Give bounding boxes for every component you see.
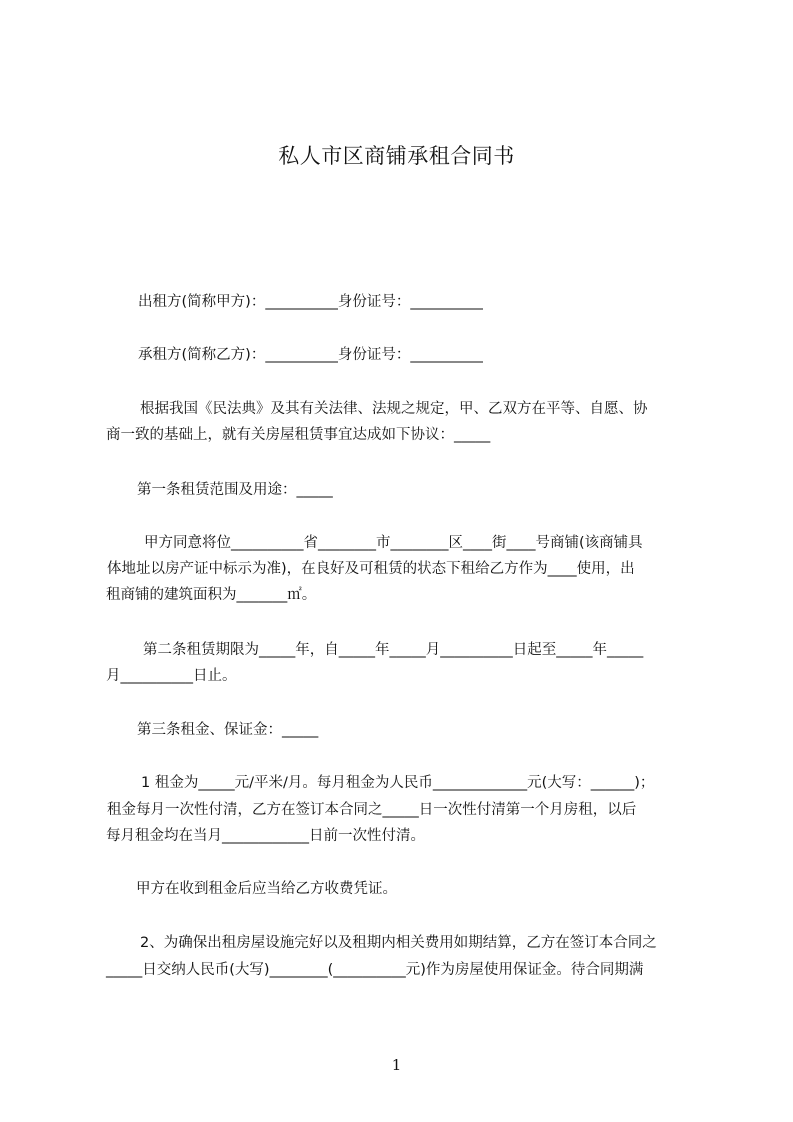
rent-clause-line-3: 每月租金均在当月____________日前一次性付清。 — [106, 828, 425, 844]
preamble-line-2: 商一致的基础上，就有关房屋租赁事宜达成如下协议：_____ — [106, 427, 491, 443]
rent-clause-line-1: 1 租金为_____元/平米/月。每月租金为人民币_____________元(大写：______)； — [141, 775, 655, 791]
deposit-clause-line-2: _____日交纳人民币(大写)________(__________元)作为房屋使用保证金。待合同期满 — [106, 962, 644, 978]
receipt-clause: 甲方在收到租金后应当给乙方收费凭证。 — [136, 881, 397, 897]
article2-line-2: 月__________日止。 — [106, 668, 237, 684]
deposit-clause-line-1: 2、为确保出租房屋设施完好以及租期内相关费用如期结算，乙方在签订本合同之 — [140, 935, 657, 951]
party-a-line: 出租方(简称甲方)：__________身份证号：__________ — [138, 294, 483, 310]
article1-line-3: 租商铺的建筑面积为_______㎡。 — [106, 587, 317, 603]
article1-line-2: 体地址以房产证中标示为准)，在良好及可租赁的状态下租给乙方作为____使用，出 — [107, 561, 635, 577]
article1-line-1: 甲方同意将位__________省________市________区____街____号商铺(该商铺具 — [144, 535, 643, 551]
preamble-line-1: 根据我国《民法典》及其有关法律、法规之规定，甲、乙双方在平等、自愿、协 — [140, 401, 648, 417]
article2-line-1: 第二条租赁期限为_____年，自_____年_____月__________日起至_____年_____ — [143, 642, 644, 658]
party-b-line: 承租方(简称乙方)：__________身份证号：__________ — [138, 347, 483, 363]
rent-clause-line-2: 租金每月一次性付清，乙方在签订本合同之_____日一次性付清第一个月房租，以后 — [107, 802, 637, 818]
article1-heading: 第一条租赁范围及用途：_____ — [137, 482, 333, 498]
article3-heading: 第三条租金、保证金：_____ — [137, 722, 319, 738]
page-number: 1 — [391, 1056, 402, 1074]
document-title: 私人市区商铺承租合同书 — [278, 144, 515, 168]
